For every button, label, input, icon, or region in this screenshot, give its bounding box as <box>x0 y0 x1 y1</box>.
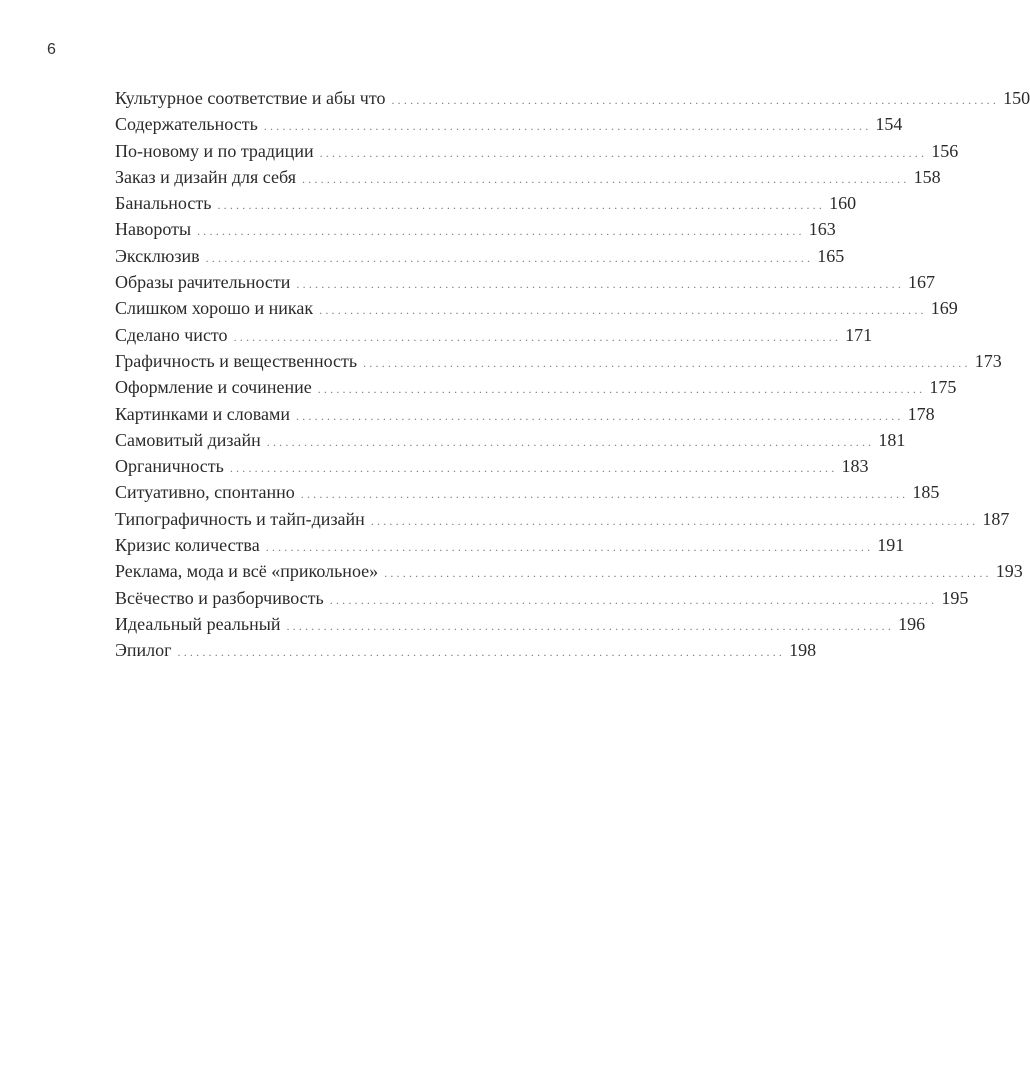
toc-entry[interactable] <box>115 85 1030 111</box>
toc-entry-page: 173 <box>974 350 1002 371</box>
dot-leader: .................................................................................................. <box>197 224 805 239</box>
toc-entry[interactable] <box>115 190 857 216</box>
toc-entry-title: Эпилог <box>115 640 172 661</box>
toc-entry-title: Навороты <box>115 219 192 240</box>
toc-entry-title: Слишком хорошо и никак <box>115 298 314 319</box>
dot-leader: .................................................................................................. <box>286 618 895 633</box>
dot-leader: .................................................................................................. <box>177 645 786 660</box>
toc-entry[interactable] <box>115 111 903 137</box>
toc-entry-page: 169 <box>930 298 958 319</box>
toc-entry-page: 150 <box>1003 88 1030 108</box>
dot-leader: .................................................................................................. <box>300 487 909 502</box>
toc-entry[interactable] <box>115 479 940 505</box>
toc-entry-title: Образы рачительности <box>115 272 291 293</box>
toc-entry[interactable] <box>115 295 958 321</box>
toc-entry[interactable] <box>115 164 941 190</box>
toc-entry[interactable] <box>115 611 926 637</box>
toc-entry-page: 178 <box>907 403 935 424</box>
dot-leader: .................................................................................................. <box>265 540 874 555</box>
page-number: 6 <box>47 41 56 58</box>
toc-entry-page: 167 <box>908 272 936 293</box>
toc-entry-title: По-новому и по традиции <box>115 140 314 161</box>
dot-leader: .................................................................................................. <box>233 329 842 344</box>
dot-leader: .................................................................................................. <box>384 566 992 581</box>
toc-entry-title: Эксклюзив <box>115 245 200 266</box>
dot-leader: .................................................................................................. <box>363 355 971 370</box>
toc-entry-page: 154 <box>875 114 903 135</box>
toc-entry[interactable] <box>115 269 936 295</box>
toc-entry[interactable] <box>115 532 905 558</box>
toc-entry-title: Графичность и вещественность <box>115 350 358 371</box>
toc-entry[interactable] <box>115 401 935 427</box>
dot-leader: .................................................................................................. <box>217 198 826 213</box>
toc-entry-page: 160 <box>829 193 857 214</box>
toc-entry-page: 196 <box>898 613 926 634</box>
toc-entry-title: Содержательность <box>115 114 258 135</box>
toc-entry[interactable] <box>115 348 1002 374</box>
toc-entry-page: 198 <box>789 640 817 661</box>
toc-entry-title: Банальность <box>115 193 212 214</box>
toc-entry-title: Всёчество и разборчивость <box>115 587 324 608</box>
dot-leader: .................................................................................................. <box>319 145 928 160</box>
dot-leader: .................................................................................................. <box>301 171 910 186</box>
dot-leader: .................................................................................................. <box>391 93 1000 107</box>
toc-entry-page: 187 <box>982 508 1010 529</box>
dot-leader: .................................................................................................. <box>205 250 814 265</box>
dot-leader: .................................................................................................. <box>296 277 905 292</box>
toc-entry[interactable] <box>115 637 817 663</box>
toc-entry[interactable] <box>115 243 845 269</box>
toc-entry-page: 181 <box>878 429 906 450</box>
toc-entry-page: 156 <box>931 140 959 161</box>
toc-entry-page: 191 <box>877 535 905 556</box>
toc-entry-page: 185 <box>912 482 940 503</box>
dot-leader: .................................................................................................. <box>370 513 979 528</box>
toc-entry-title: Самовитый дизайн <box>115 429 261 450</box>
dot-leader: .................................................................................................. <box>329 592 938 607</box>
dot-leader: .................................................................................................. <box>296 408 904 423</box>
toc-entry[interactable] <box>115 374 957 400</box>
toc-entry[interactable] <box>115 585 969 611</box>
toc-entry[interactable] <box>115 558 1023 584</box>
toc-entry-title: Заказ и дизайн для себя <box>115 166 296 187</box>
toc-entry-page: 193 <box>995 561 1023 582</box>
dot-leader: .................................................................................................. <box>266 434 875 449</box>
dot-leader: .................................................................................................. <box>263 119 872 134</box>
toc-entry-title: Оформление и сочинение <box>115 377 312 398</box>
toc-entry-title: Типографичность и тайп-дизайн <box>115 508 365 529</box>
toc-entry[interactable] <box>115 322 873 348</box>
toc-entry-title: Идеальный реальный <box>115 613 281 634</box>
toc-entry-title: Кризис количества <box>115 535 260 556</box>
toc-entry-title: Ситуативно, спонтанно <box>115 482 295 503</box>
toc-entry[interactable] <box>115 138 959 164</box>
dot-leader: .................................................................................................. <box>229 461 838 476</box>
toc-entry-title: Реклама, мода и всё «прикольное» <box>115 561 379 582</box>
table-of-contents <box>115 85 1030 664</box>
toc-entry-title: Культурное соответствие и абы что <box>115 88 386 108</box>
dot-leader: .................................................................................................. <box>317 382 926 397</box>
toc-entry-page: 175 <box>929 377 957 398</box>
toc-entry-title: Сделано чисто <box>115 324 228 345</box>
toc-entry[interactable] <box>115 216 836 242</box>
toc-entry-page: 195 <box>941 587 969 608</box>
toc-entry-page: 163 <box>808 219 836 240</box>
toc-entry-page: 183 <box>841 456 869 477</box>
toc-entry-title: Картинками и словами <box>115 403 291 424</box>
toc-entry-page: 165 <box>817 245 845 266</box>
toc-entry-page: 158 <box>913 166 941 187</box>
toc-entry[interactable] <box>115 506 1010 532</box>
toc-entry-title: Органичность <box>115 456 224 477</box>
toc-entry[interactable] <box>115 427 906 453</box>
dot-leader: .................................................................................................. <box>319 303 927 318</box>
toc-entry-page: 171 <box>845 324 873 345</box>
toc-entry[interactable] <box>115 453 869 479</box>
